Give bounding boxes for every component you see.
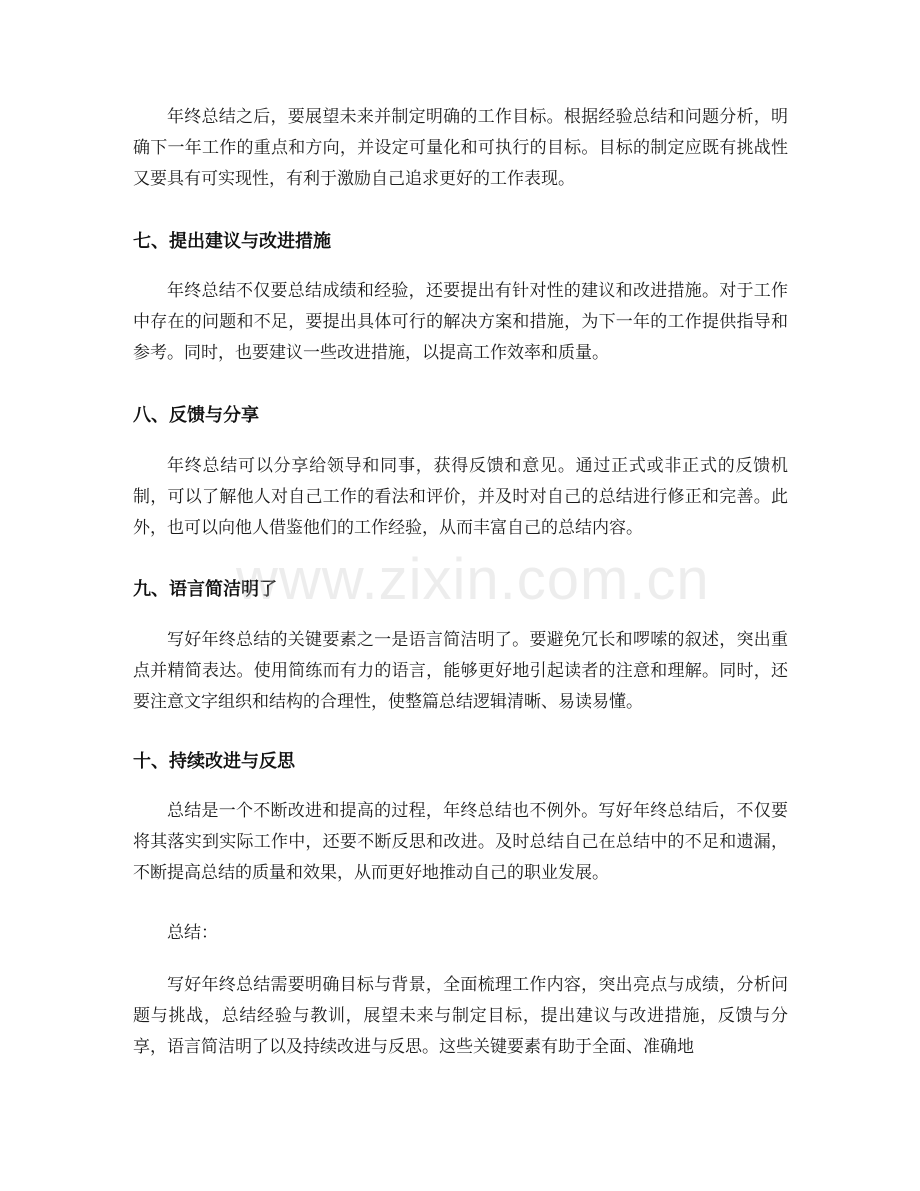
paragraph-feedback [133, 451, 788, 544]
heading-text: 十、持续改进与反思 [133, 751, 295, 772]
heading-text: 七、提出建议与改进措施 [133, 231, 331, 252]
paragraph-improvement [133, 796, 788, 889]
paragraph-text: 年终总结之后，要展望未来并制定明确的工作目标。根据经验总结和问题分析，明确下一年工作的重点和方向，并设定可量化和可执行的目标。目标的制定应既有挑战性又要具有可实现性，有利于激励自己追求更好的工作表现。 [133, 107, 788, 189]
paragraph-text: 年终总结可以分享给领导和同事，获得反馈和意见。通过正式或非正式的反馈机制，可以了解他人对自己工作的看法和评价，并及时对自己的总结进行修正和完善。此外，也可以向他人借鉴他们的工作经验，从而丰富自己的总结内容。 [133, 456, 788, 538]
watermark: www.zixin.com.cn [236, 547, 710, 612]
summary-label-text: 总结： [167, 923, 218, 943]
paragraph-text: 写好年终总结需要明确目标与背景，全面梳理工作内容，突出亮点与成绩，分析问题与挑战，总结经验与教训，展望未来与制定目标，提出建议与改进措施，反馈与分享，语言简洁明了以及持续改进与反思。这些关键要素有助于全面、准确地 [133, 975, 788, 1057]
paragraph-text: 写好年终总结的关键要素之一是语言简洁明了。要避免冗长和啰嗦的叙述，突出重点并精简表达。使用简练而有力的语言，能够更好地引起读者的注意和理解。同时，还要注意文字组织和结构的合理性，使整篇总结逻辑清晰、易读易懂。 [133, 630, 788, 712]
paragraph-text: 总结是一个不断改进和提高的过程，年终总结也不例外。写好年终总结后，不仅要将其落实到实际工作中，还要不断反思和改进。及时总结自己在总结中的不足和遗漏，不断提高总结的质量和效果，从而更好地推动自己的职业发展。 [133, 801, 788, 883]
summary-label [133, 919, 788, 947]
paragraph-text: 年终总结不仅要总结成绩和经验，还要提出有针对性的建议和改进措施。对于工作中存在的问题和不足，要提出具体可行的解决方案和措施，为下一年的工作提供指导和参考。同时，也要建议一些改进措施，以提高工作效率和质量。 [133, 281, 788, 363]
section-heading-8 [133, 402, 788, 430]
section-heading-10 [133, 748, 788, 776]
section-heading-7 [133, 228, 788, 256]
heading-text: 八、反馈与分享 [133, 405, 259, 426]
paragraph-language [133, 625, 788, 718]
paragraph-suggestions [133, 276, 788, 369]
section-heading-9 [133, 576, 788, 604]
paragraph-goals [133, 102, 788, 195]
heading-text: 九、语言简洁明了 [133, 579, 277, 600]
paragraph-summary [133, 970, 788, 1063]
